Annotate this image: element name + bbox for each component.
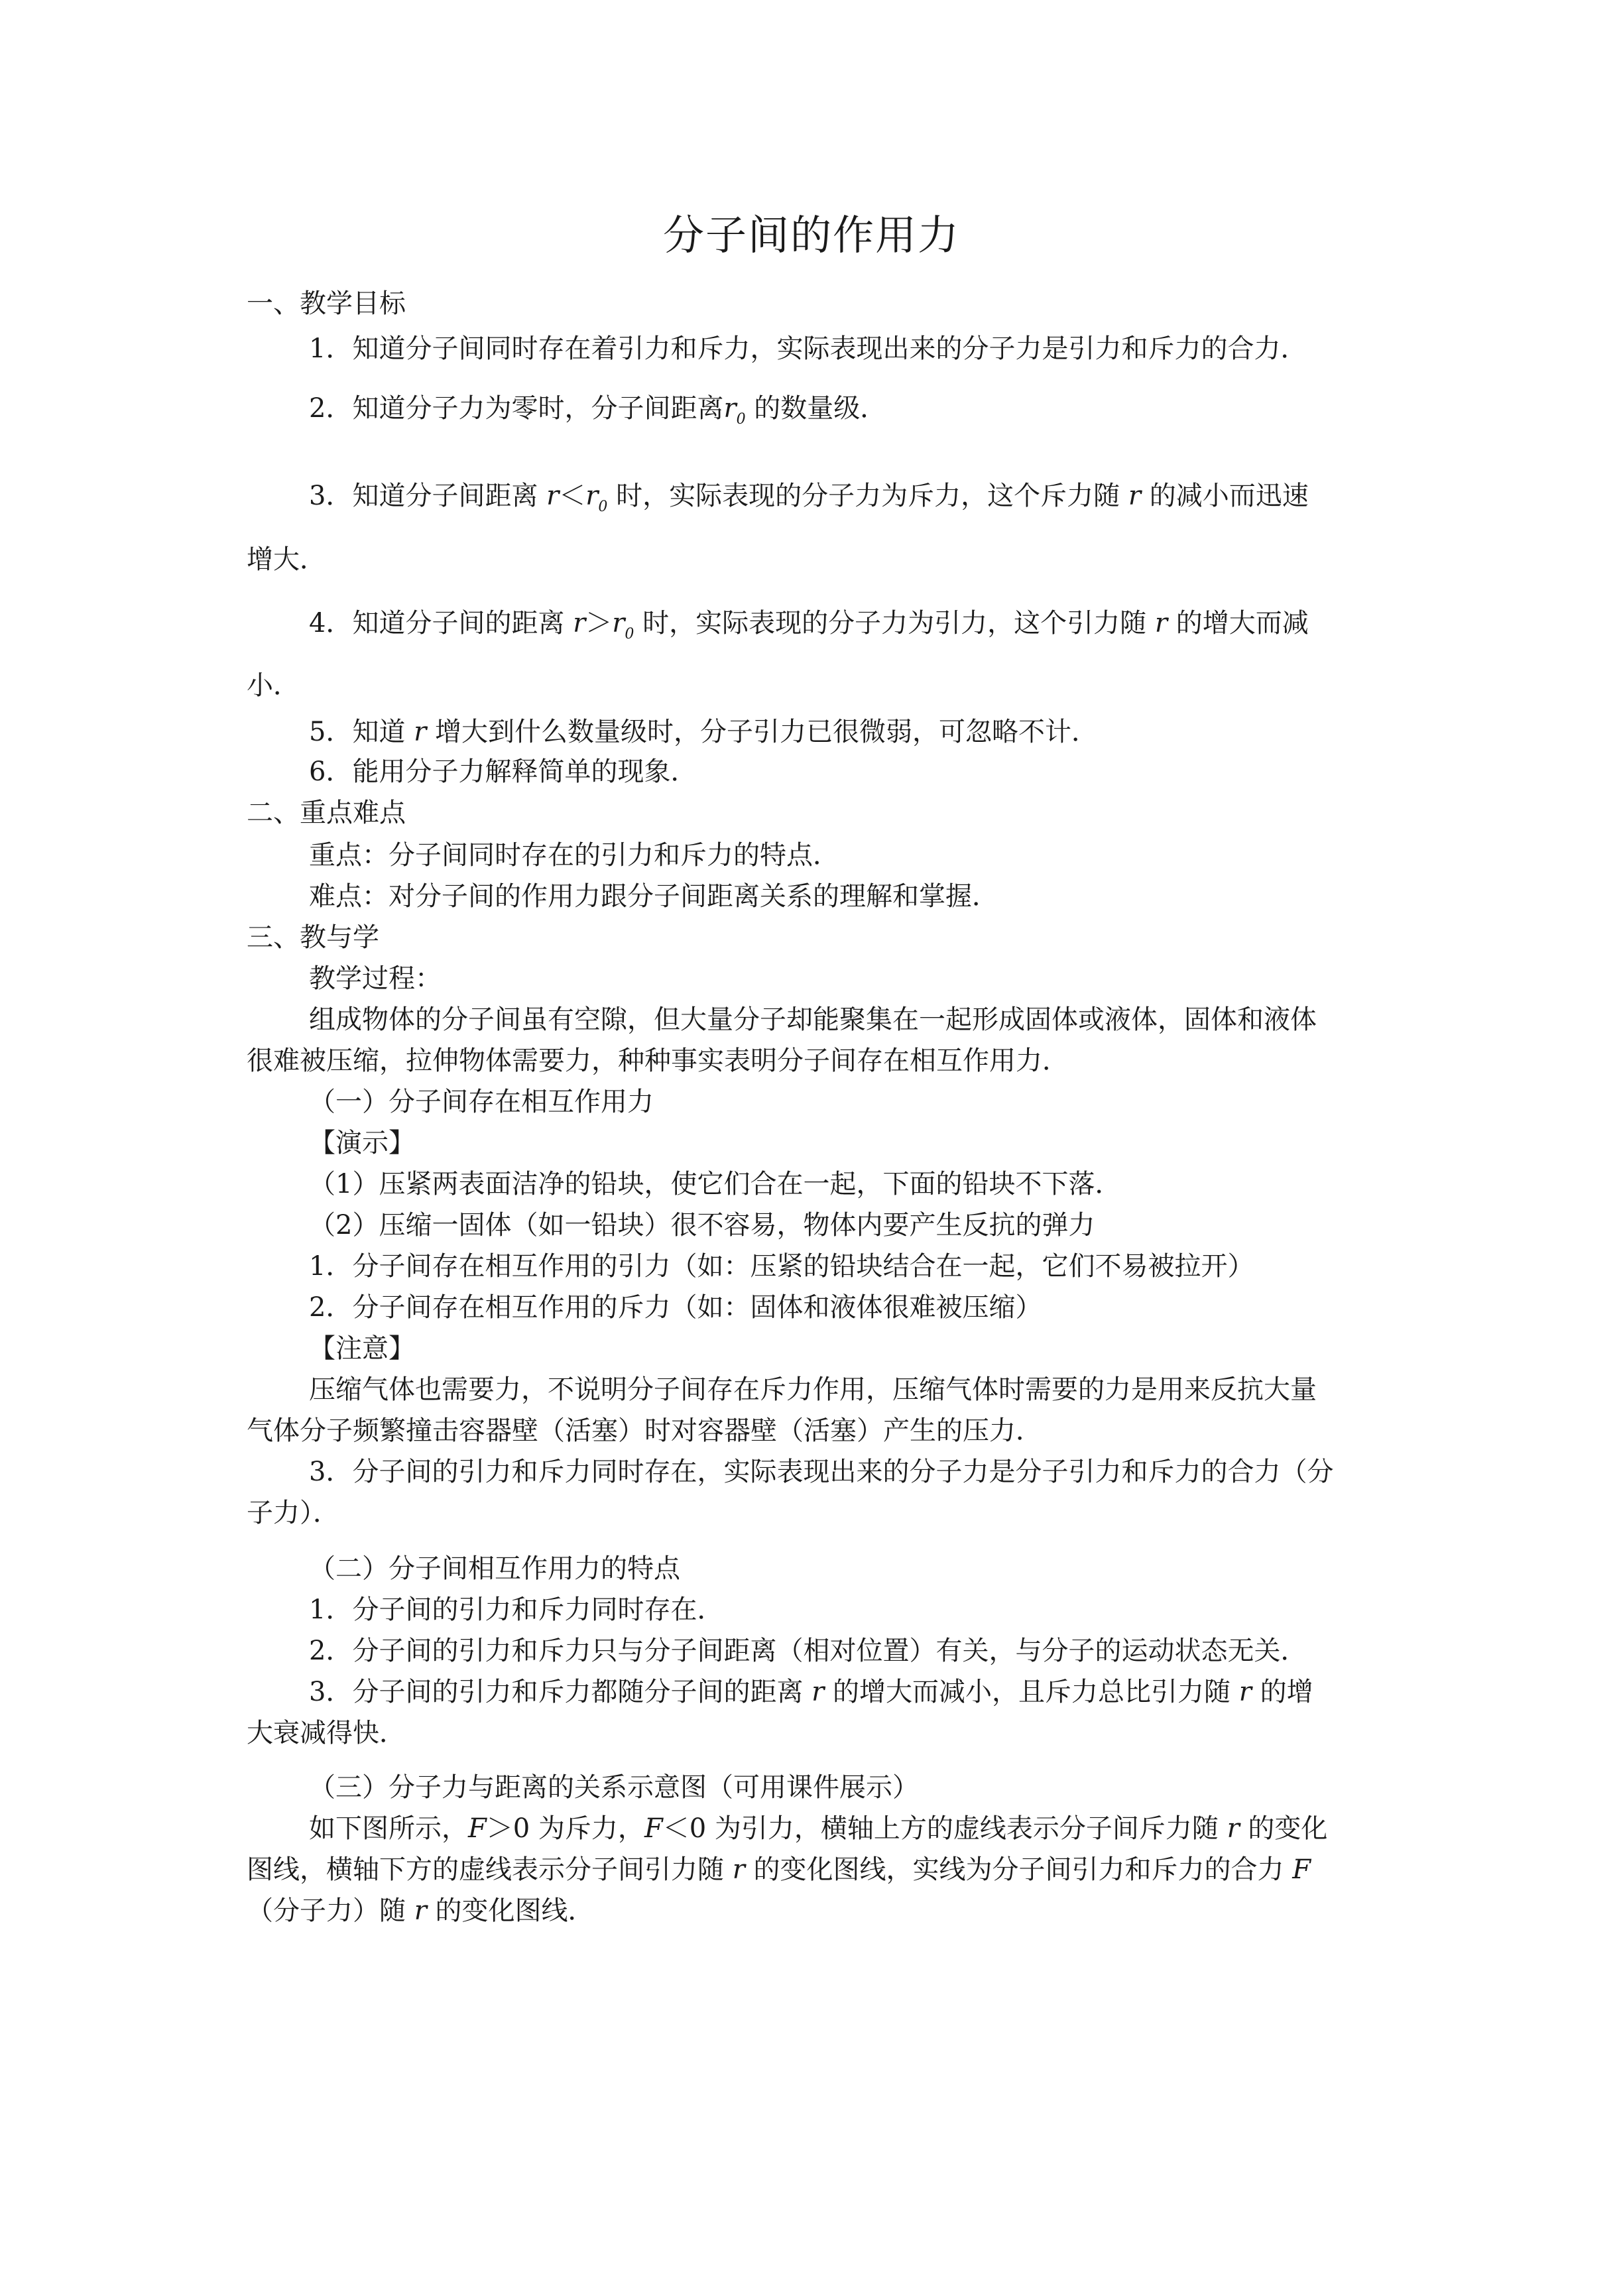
diagram-description-line-1: 如下图所示，F＞0 为斥力，F＜0 为引力，横轴上方的虚线表示分子间斥力随 r 的变化 <box>309 1813 1328 1844</box>
objective-item-5: 5．知道 r 增大到什么数量级时，分子引力已很微弱，可忽略不计． <box>309 717 1099 747</box>
diagram-description-line-2: 图线，横轴下方的虚线表示分子间引力随 r 的变化图线，实线为分子间引力和斥力的合力 F <box>247 1854 1311 1885</box>
difficult-point: 难点：对分子间的作用力跟分子间距离关系的理解和掌握． <box>309 881 998 912</box>
objective-item-6: 6．能用分子力解释简单的现象． <box>309 756 697 787</box>
point-combined-line-2: 子力）． <box>247 1498 339 1528</box>
section-heading-key-points: 二、重点难点 <box>247 798 406 828</box>
page-title: 分子间的作用力 <box>662 211 960 259</box>
subsection-heading-1: （一）分子间存在相互作用力 <box>309 1087 654 1117</box>
note-line-1: 压缩气体也需要力，不说明分子间存在斥力作用，压缩气体时需要的力是用来反抗大量 <box>309 1374 1317 1405</box>
note-label: 【注意】 <box>309 1333 415 1364</box>
objective-item-4: 4．知道分子间的距离 $r>r_0$ 时，实际表现的分子力为引力，这个引力随 r 的增大而减 <box>309 608 1309 642</box>
section-heading-objectives: 一、教学目标 <box>247 288 406 319</box>
note-line-2: 气体分子频繁撞击容器壁（活塞）时对容器壁（活塞）产生的压力． <box>247 1416 1042 1446</box>
demo-item-2: （2）压缩一固体（如一铅块）很不容易，物体内要产生反抗的弹力 <box>309 1210 1095 1240</box>
characteristic-1: 1．分子间的引力和斥力同时存在． <box>309 1595 724 1625</box>
point-combined-line-1: 3．分子间的引力和斥力同时存在，实际表现出来的分子力是分子引力和斥力的合力（分 <box>309 1457 1334 1487</box>
demo-item-1: （1）压紧两表面洁净的铅块，使它们合在一起，下面的铅块不下落． <box>309 1169 1122 1199</box>
objective-item-4-continued: 小． <box>247 670 300 701</box>
demo-label: 【演示】 <box>309 1128 415 1158</box>
intro-paragraph-line-2: 很难被压缩，拉伸物体需要力，种种事实表明分子间存在相互作用力． <box>247 1046 1069 1076</box>
key-point: 重点：分子间同时存在的引力和斥力的特点． <box>309 840 839 871</box>
characteristic-3-continued: 大衰减得快． <box>247 1718 406 1748</box>
objective-item-3: 3．知道分子间距离 $r<r_0$ 时，实际表现的分子力为斥力，这个斥力随 r 的减小而迅速 <box>309 481 1309 515</box>
intro-paragraph-line-1: 组成物体的分子间虽有空隙，但大量分子却能聚集在一起形成固体或液体，固体和液体 <box>309 1004 1317 1035</box>
diagram-description-line-3: （分子力）随 r 的变化图线． <box>247 1896 595 1926</box>
point-repulsion: 2．分子间存在相互作用的斥力（如：固体和液体很难被压缩） <box>309 1292 1042 1323</box>
objective-item-3-continued: 增大． <box>247 544 326 575</box>
teaching-process-label: 教学过程： <box>309 963 442 994</box>
section-heading-teaching: 三、教与学 <box>247 922 379 953</box>
objective-item-2: 2．知道分子力为零时，分子间距离$r_0$ 的数量级． <box>309 393 887 428</box>
subsection-heading-2: （二）分子间相互作用力的特点 <box>309 1553 680 1584</box>
point-attraction: 1．分子间存在相互作用的引力（如：压紧的铅块结合在一起，它们不易被拉开） <box>309 1251 1254 1282</box>
objective-item-1: 1．知道分子间同时存在着引力和斥力，实际表现出来的分子力是引力和斥力的合力． <box>309 333 1307 364</box>
subsection-heading-3: （三）分子力与距离的关系示意图（可用课件展示） <box>309 1772 919 1803</box>
characteristic-3: 3．分子间的引力和斥力都随分子间的距离 r 的增大而减小，且斥力总比引力随 r 的增 <box>309 1677 1313 1707</box>
characteristic-2: 2．分子间的引力和斥力只与分子间距离（相对位置）有关，与分子的运动状态无关． <box>309 1636 1307 1666</box>
